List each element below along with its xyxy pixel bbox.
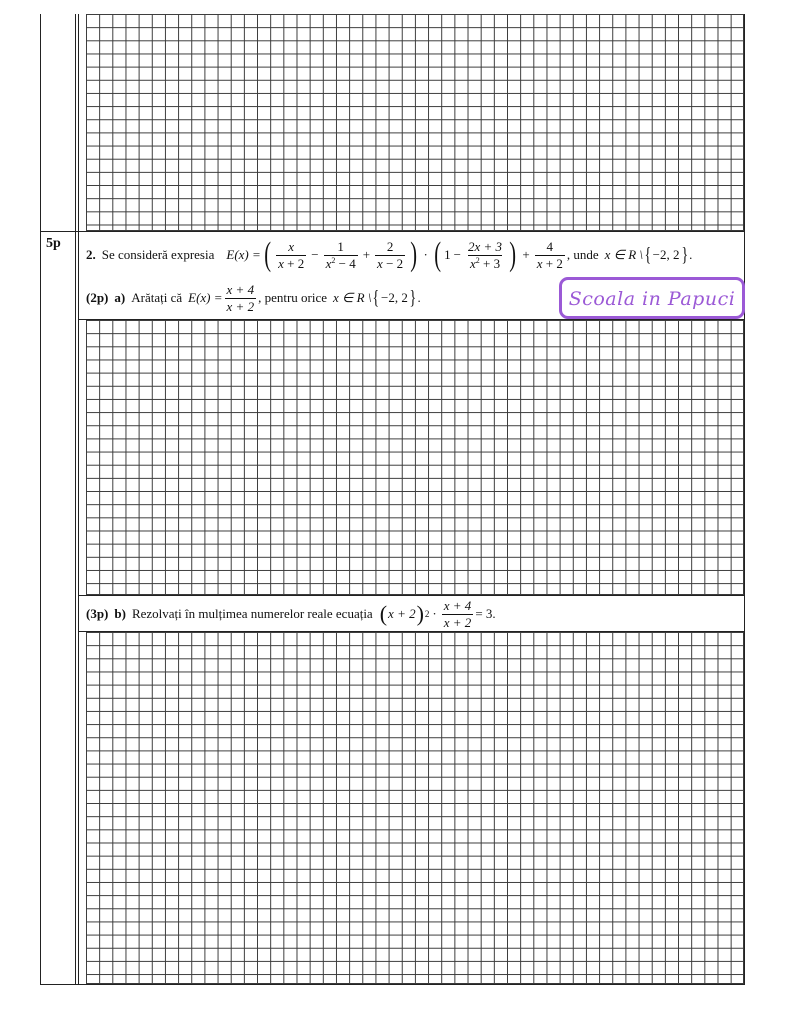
domain-variable: x ∈ R \	[604, 247, 644, 262]
answer-grid-part-a[interactable]	[86, 320, 744, 595]
fraction-term-4: $\frac{2x + 3}{x^2 + 3}$	[468, 238, 503, 271]
problem-number: 2.	[86, 247, 96, 262]
column-divider-double	[78, 14, 79, 984]
column-divider	[75, 14, 76, 984]
scoala-in-papuci-stamp	[559, 277, 745, 319]
fraction-term-5: $\frac{4}{x + 2}$	[536, 238, 563, 271]
part-a-points: (2p)	[86, 290, 109, 305]
fraction-term-1: $\frac{x}{x + 2}$	[278, 238, 305, 271]
part-a-expr: E(x) =	[188, 290, 223, 305]
problem-statement: 2. Se consideră expresia E(x) = ( $\frac{x}{x + 2}$ − $\frac{1}{x^2 - 4}$ + $\frac{2}{x - 2}$ ) · ( 1 − $\frac{2x + 3}{x^2 + 3}$ ) + $\frac{4}{x + 2}$ , unde x ∈ R \ { −2, 2 } .	[86, 236, 693, 273]
expression-label: E(x) =	[226, 247, 261, 262]
left-paren-2: (	[434, 236, 441, 273]
part-a-after: , pentru orice	[258, 290, 328, 305]
points-label: 5p	[46, 236, 61, 251]
part-b-statement: (3p) b) Rezolvați în mulțimea numerelor reale ecuația ( x + 2 ) 2 · $\frac{x + 4}{x + 2}$ = 3.	[86, 597, 496, 630]
left-border	[40, 14, 41, 984]
part-b-separator-top	[78, 595, 745, 596]
answer-grid-previous[interactable]	[86, 14, 744, 231]
one-constant: 1	[444, 247, 451, 262]
problem-end: .	[689, 247, 693, 262]
part-a-domain-variable: x ∈ R \	[333, 290, 372, 305]
part-a-statement: (2p) a) Arătați că E(x) = $\frac{x + 4}{x + 2}$ , pentru orice x ∈ R \ { −2, 2 } .	[86, 281, 421, 314]
part-b-base: x + 2	[388, 606, 416, 621]
problem-intro: Se consideră expresia	[101, 247, 215, 262]
part-b-letter: b)	[114, 606, 126, 621]
left-paren: (	[264, 236, 271, 273]
part-b-text: Rezolvați în mulțimea numerelor reale ecuația	[131, 606, 373, 621]
right-paren-2: )	[509, 236, 517, 273]
stamp-text: Scoala in Papuci	[568, 288, 736, 310]
fraction-term-2: $\frac{1}{x^2 - 4}$	[325, 238, 356, 271]
stamp-logo	[564, 281, 740, 315]
part-b-rhs: = 3.	[475, 606, 496, 621]
part-a-end: .	[417, 290, 421, 305]
right-border	[744, 14, 745, 984]
part-b-points: (3p)	[86, 606, 109, 621]
right-paren: )	[410, 236, 418, 273]
answer-grid-part-b[interactable]	[86, 632, 744, 984]
part-a-fraction: $\frac{x + 4}{x + 2}$	[226, 281, 255, 314]
domain-set: −2, 2	[652, 247, 680, 262]
fraction-term-3: $\frac{2}{x - 2}$	[377, 238, 404, 271]
part-a-domain-set: −2, 2	[381, 290, 408, 305]
part-b-fraction: $\frac{x + 4}{x + 2}$	[443, 597, 472, 630]
bottom-border	[40, 984, 745, 985]
part-b-exponent: 2	[424, 609, 430, 619]
unde-label: , unde	[566, 247, 599, 262]
part-a-text: Arătați că	[131, 290, 183, 305]
row-separator	[40, 231, 745, 232]
part-a-letter: a)	[114, 290, 126, 305]
